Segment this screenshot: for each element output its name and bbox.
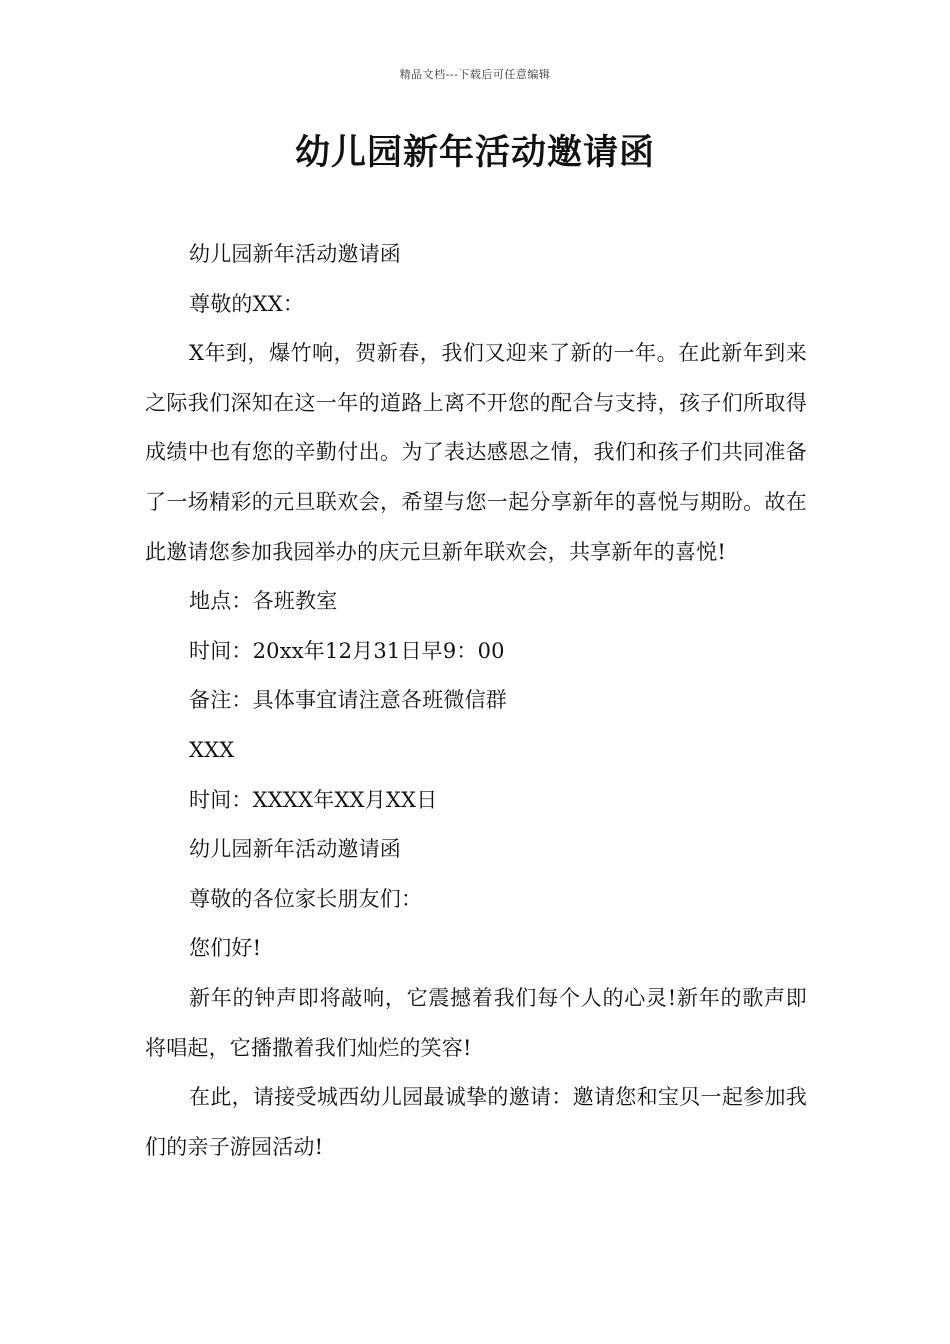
paragraph-note: 备注：具体事宜请注意各班微信群 (189, 688, 507, 713)
document-body (145, 230, 807, 1172)
paragraph-signature: XXX (189, 737, 235, 762)
paragraph-date: 时间：XXXX年XX月XX日 (189, 787, 438, 812)
paragraph-salutation: 尊敬的XX： (189, 291, 305, 316)
paragraph-subtitle-2: 幼儿园新年活动邀请函 (189, 837, 401, 862)
header-note: 精品文档---下载后可任意编辑 (399, 68, 551, 81)
document-title: 幼儿园新年活动邀请函 (294, 132, 655, 173)
paragraph-subtitle: 幼儿园新年活动邀请函 (189, 242, 401, 266)
paragraph-body-2: 新年的钟声即将敲响，它震撼着我们每个人的心灵!新年的歌声即将唱起，它播撒着我们灿烂的笑容! (145, 985, 807, 1060)
paragraph-time: 时间：20xx年12月31日早9：00 (189, 638, 505, 663)
paragraph-salutation-2: 尊敬的各位家长朋友们： (189, 886, 423, 911)
paragraph-location: 地点：各班教室 (189, 589, 338, 614)
paragraph-body-3: 在此，请接受城西幼儿园最诚挚的邀请：邀请您和宝贝一起参加我们的亲子游园活动! (145, 1085, 807, 1159)
paragraph-body: X年到，爆竹响，贺新春，我们又迎来了新的一年。在此新年到来之际我们深知在这一年的道路上离不开您的配合与支持，孩子们所取得成绩中也有您的辛勤付出。为了表达感恩之情，我们和孩子们共同准备了一场精彩的元旦联欢会，希望与您一起分享新年的喜悦与期盼。故在此邀请您参加我园举办的庆元旦新年联欢会，共享新年的喜悦! (145, 341, 807, 564)
paragraph-greeting: 您们好! (189, 936, 262, 961)
